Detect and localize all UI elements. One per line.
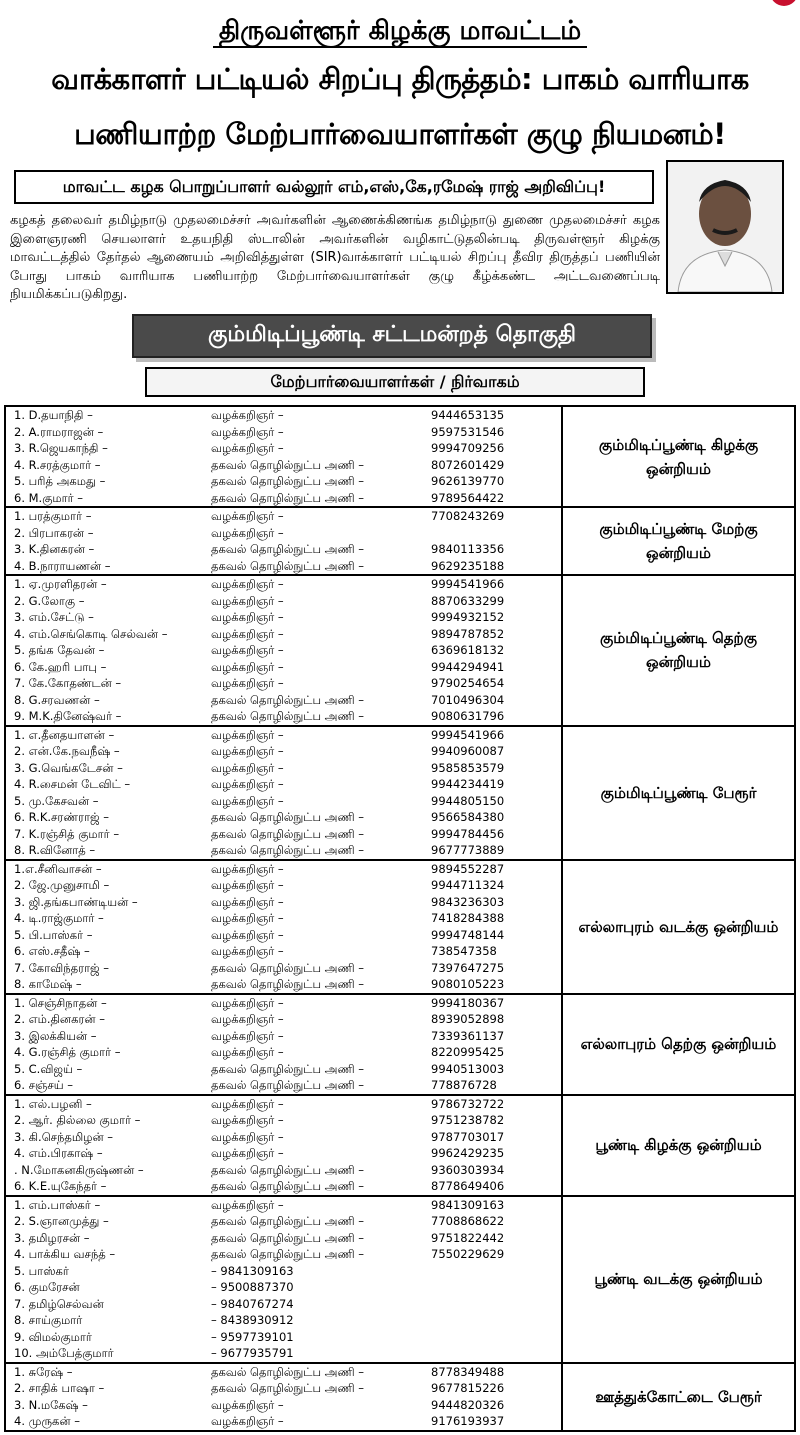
member-role: வழக்கறிஞர் – xyxy=(211,760,284,775)
member-phone: 9944294941 xyxy=(431,659,505,674)
member-role: தகவல் தொழில்நுட்ப அணி – xyxy=(211,960,364,975)
district-title xyxy=(0,16,800,49)
table-row xyxy=(6,743,561,760)
member-phone: 9843236303 xyxy=(431,894,505,909)
table-row xyxy=(6,525,561,542)
member-name: 1. எம்.பாஸ்கர் – xyxy=(14,1197,101,1212)
member-phone: 7708243269 xyxy=(431,509,505,523)
member-role: வழக்கறிஞர் – xyxy=(211,894,284,909)
table-row xyxy=(6,1077,561,1094)
member-name: 4. எம்.பிரகாஷ் – xyxy=(14,1146,103,1160)
member-role: தகவல் தொழில்நுட்ப அணி – xyxy=(211,490,364,505)
member-name: 9. M.K.தினேஷ்வர் – xyxy=(14,709,122,723)
member-phone: – 9840767274 xyxy=(211,1296,294,1311)
member-role: வழக்கறிஞர் – xyxy=(211,1197,284,1212)
member-name: 4. டி.ராஜ்குமார் – xyxy=(14,911,104,925)
table-row xyxy=(6,642,561,659)
member-phone: 738547358 xyxy=(431,944,497,958)
member-name: 1. எ.தீனதயாளன் – xyxy=(14,727,115,742)
table-row xyxy=(6,558,561,575)
member-phone: 9597531546 xyxy=(431,424,505,439)
union-section xyxy=(6,574,794,725)
member-role: தகவல் தொழில்நுட்ப அணி – xyxy=(211,1230,364,1245)
member-phone: 9894552287 xyxy=(431,861,505,876)
member-name: 4. பாக்கிய வசந்த் – xyxy=(14,1247,116,1261)
member-role: தகவல் தொழில்நுட்ப அணி – xyxy=(211,810,364,824)
member-role: தகவல் தொழில்நுட்ப அணி – xyxy=(211,826,364,841)
table-row xyxy=(6,659,561,676)
member-phone: 9751238782 xyxy=(431,1113,505,1127)
table-row xyxy=(6,1145,561,1162)
union-name: எல்லாபுரம் வடக்கு ஒன்றியம் xyxy=(578,917,779,936)
member-role: தகவல் தொழில்நுட்ப அணி – xyxy=(211,1162,364,1177)
member-name: 4. G.ரஞ்சித் குமார் – xyxy=(14,1045,121,1059)
member-rows xyxy=(6,995,563,1094)
union-name: எல்லாபுரம் தெற்கு ஒன்றியம் xyxy=(580,1035,777,1053)
table-row xyxy=(6,1230,561,1247)
member-phone: 9994541966 xyxy=(431,727,505,742)
member-role: வழக்கறிஞர் – xyxy=(211,793,284,808)
member-name: 2. G.லோகு – xyxy=(14,593,85,608)
table-row xyxy=(6,576,561,593)
member-phone: 9789564422 xyxy=(431,490,505,505)
member-phone: 9629235188 xyxy=(431,558,505,573)
union-name: பூண்டி கிழக்கு ஒன்றியம் xyxy=(595,1136,762,1154)
member-name: 6. M.குமார் – xyxy=(14,490,84,505)
member-name: 5. C.விஜய் – xyxy=(14,1061,83,1076)
member-phone: 9841309163 xyxy=(431,1197,505,1212)
table-row xyxy=(6,976,561,993)
member-phone: 9626139770 xyxy=(431,474,505,488)
table-row xyxy=(6,793,561,810)
member-role: வழக்கறிஞர் – xyxy=(211,659,284,674)
member-role: தகவல் தொழில்நுட்ப அணி – xyxy=(211,1214,364,1228)
member-phone: 9585853579 xyxy=(431,760,505,775)
member-name: 6. சஞ்சய் – xyxy=(14,1078,73,1092)
member-phone: 7397647275 xyxy=(431,960,505,975)
member-name: 9. விமல்குமார் xyxy=(14,1329,92,1344)
union-name: கும்மிடிப்பூண்டி மேற்கு ஒன்றியம் xyxy=(599,520,758,562)
table-row xyxy=(6,842,561,859)
member-name: 5. மு.கேசவன் – xyxy=(14,793,99,808)
table-row xyxy=(6,1329,561,1346)
member-name: . N.மோகனகிருஷ்ணன் – xyxy=(14,1162,144,1177)
table-row xyxy=(6,1345,561,1362)
table-row xyxy=(6,1364,561,1381)
table-row xyxy=(6,1096,561,1113)
member-role: வழக்கறிஞர் – xyxy=(211,408,284,422)
member-name: 1. பரத்குமார் – xyxy=(14,509,92,523)
member-role: வழக்கறிஞர் – xyxy=(211,878,284,892)
member-phone: 9944711324 xyxy=(431,878,505,892)
member-name: 3. G.வெங்கடேசன் – xyxy=(14,760,123,775)
table-row xyxy=(6,1178,561,1195)
member-name: 7. K.ரஞ்சித் குமார் – xyxy=(14,826,120,841)
member-role: தகவல் தொழில்நுட்ப அணி – xyxy=(211,709,364,723)
intro-paragraph: கழகத் தலைவர் தமிழ்நாடு முதலமைச்சர் அவர்களின் ஆணைக்கிணங்க தமிழ்நாடு துணை முதலமைச்சர் கழக இளைஞரணி செயலாளர் உதயநிதி ஸ்டாலின் அவர்களின் வழிகாட்டுதலின்படி திருவள்ளூர் கிழக்கு மாவட்டத்தில் தேர்தல் ஆணையம் அறிவித்துள்ள (SIR)வாக்காளர் பட்டியல் சிறப்பு தீவிர திருத்தப் பணியின் போது பாகம் வாரியாக பணியாற்ற மேற்பார்வையாளர்கள் குழு கீழ்க்கண்ட அட்டவணைப்படி நியமிக்கப்படுகிறது. xyxy=(10,213,660,302)
union-name: ஊத்துக்கோட்டை பேரூர் xyxy=(595,1387,762,1406)
table-row xyxy=(6,1312,561,1329)
member-name: 3. இலக்கியன் – xyxy=(14,1028,97,1043)
member-phone: 9080631796 xyxy=(431,709,505,723)
member-role: வழக்கறிஞர் – xyxy=(211,727,284,742)
member-phone: 9994932152 xyxy=(431,610,505,624)
member-phone: 9940513003 xyxy=(431,1061,505,1076)
member-role: வழக்கறிஞர் – xyxy=(211,1028,284,1043)
union-name: கும்மிடிப்பூண்டி பேரூர் xyxy=(600,783,757,802)
member-phone: 8939052898 xyxy=(431,1012,505,1026)
table-row xyxy=(6,877,561,894)
member-role: வழக்கறிஞர் – xyxy=(211,1129,284,1144)
table-row xyxy=(6,776,561,793)
portrait-photo xyxy=(666,160,784,294)
member-phone: – 9500887370 xyxy=(211,1280,294,1294)
table-row xyxy=(6,593,561,610)
union-section xyxy=(6,1195,794,1362)
member-name: 1. D.தயாநிதி – xyxy=(14,408,93,422)
table-row xyxy=(6,1044,561,1061)
member-rows xyxy=(6,508,563,574)
member-phone: 9894787852 xyxy=(431,626,505,641)
member-role: தகவல் தொழில்நுட்ப அணி – xyxy=(211,1364,364,1379)
member-name: 3. தமிழரசன் – xyxy=(14,1230,90,1245)
member-role: தகவல் தொழில்நுட்ப அணி – xyxy=(211,692,364,707)
member-phone: 8220995425 xyxy=(431,1045,505,1059)
member-name: 7. தமிழ்செல்வன் xyxy=(14,1296,104,1311)
member-phone: 6369618132 xyxy=(431,643,505,657)
corner-logo-mark xyxy=(770,0,798,6)
member-phone: – 9677935791 xyxy=(211,1346,294,1360)
union-section xyxy=(6,859,794,993)
member-name: 6. கே.ஹரி பாபு – xyxy=(14,659,107,674)
table-row xyxy=(6,708,561,725)
member-name: 4. எம்.செங்கொடி செல்வன் – xyxy=(14,626,168,641)
member-phone: 9994180367 xyxy=(431,995,505,1010)
member-phone: 9994784456 xyxy=(431,826,505,841)
member-phone: 9751822442 xyxy=(431,1230,505,1245)
member-name: 4. முருகன் – xyxy=(14,1414,80,1428)
union-name: கும்மிடிப்பூண்டி தெற்கு ஒன்றியம் xyxy=(599,629,757,672)
member-phone: 9677773889 xyxy=(431,843,505,857)
table-row xyxy=(6,1162,561,1179)
union-section xyxy=(6,506,794,574)
member-rows xyxy=(6,727,563,859)
table-row xyxy=(6,508,561,525)
table-row xyxy=(6,894,561,911)
member-phone: 8778649406 xyxy=(431,1179,505,1193)
member-role: வழக்கறிஞர் – xyxy=(211,1146,284,1160)
member-role: வழக்கறிஞர் – xyxy=(211,626,284,641)
union-section xyxy=(6,1094,794,1195)
member-role: வழக்கறிஞர் – xyxy=(211,911,284,925)
member-phone: 9360303934 xyxy=(431,1162,505,1177)
table-row xyxy=(6,809,561,826)
member-rows xyxy=(6,1364,563,1430)
member-role: வழக்கறிஞர் – xyxy=(211,1096,284,1111)
member-phone: 9444653135 xyxy=(431,408,505,422)
constituency-banner: கும்மிடிப்பூண்டி சட்டமன்றத் தொகுதி xyxy=(132,314,652,358)
member-phone: 7418284388 xyxy=(431,911,505,925)
member-name: 6. R.K.சரண்ராஜ் – xyxy=(14,810,109,824)
member-rows xyxy=(6,576,563,725)
table-row xyxy=(6,626,561,643)
member-phone: 9444820326 xyxy=(431,1397,505,1412)
table-row xyxy=(6,727,561,744)
union-section xyxy=(6,1362,794,1430)
member-name: 5. பி.பாஸ்கர் – xyxy=(14,927,93,942)
member-name: 8. R.வினோத் – xyxy=(14,843,96,857)
member-phone: 7339361137 xyxy=(431,1028,505,1043)
union-name: பூண்டி வடக்கு ஒன்றியம் xyxy=(594,1270,763,1288)
table-row xyxy=(6,541,561,558)
member-phone: 9566584380 xyxy=(431,810,505,824)
member-role: வழக்கறிஞர் – xyxy=(211,1012,284,1026)
member-role: தகவல் தொழில்நுட்ப அணி – xyxy=(211,1381,364,1395)
member-phone: 9940960087 xyxy=(431,744,505,758)
union-section xyxy=(6,725,794,859)
member-name: 8. G.சரவணன் – xyxy=(14,692,100,707)
table-row xyxy=(6,1380,561,1397)
table-row xyxy=(6,1213,561,1230)
member-role: வழக்கறிஞர் – xyxy=(211,777,284,791)
member-rows xyxy=(6,407,563,506)
member-name: 5. தங்க தேவன் – xyxy=(14,643,105,657)
member-name: 1. எல்.பழனி – xyxy=(14,1096,92,1111)
member-name: 4. R.சைமன் டேவிட் – xyxy=(14,777,131,791)
member-role: வழக்கறிஞர் – xyxy=(211,610,284,624)
member-phone: 9677815226 xyxy=(431,1381,505,1395)
table-row xyxy=(6,943,561,960)
member-role: வழக்கறிஞர் – xyxy=(211,643,284,657)
member-phone: 9944805150 xyxy=(431,793,505,808)
member-role: வழக்கறிஞர் – xyxy=(211,1045,284,1059)
member-role: வழக்கறிஞர் – xyxy=(211,424,284,439)
member-role: வழக்கறிஞர் – xyxy=(211,509,284,523)
member-name: 3. N.மகேஷ் – xyxy=(14,1397,88,1412)
member-phone: 8870633299 xyxy=(431,593,505,608)
member-phone: 9790254654 xyxy=(431,676,505,690)
member-phone: 9962429235 xyxy=(431,1146,505,1160)
member-phone xyxy=(431,525,556,542)
table-row xyxy=(6,609,561,626)
member-role: தகவல் தொழில்நுட்ப அணி – xyxy=(211,542,364,556)
table-row xyxy=(6,927,561,944)
table-row xyxy=(6,1028,561,1045)
union-name: கும்மிடிப்பூண்டி கிழக்கு ஒன்றியம் xyxy=(598,435,759,478)
table-row xyxy=(6,1061,561,1078)
member-name: 2. A.ராமராஜன் – xyxy=(14,424,104,439)
member-name: 8. காமேஷ் – xyxy=(14,977,82,991)
member-name: 5. பரித் அகமது – xyxy=(14,474,106,488)
member-name: 1. செஞ்சிநாதன் – xyxy=(14,995,107,1010)
member-rows xyxy=(6,1096,563,1195)
member-name: 4. B.நாராயணன் – xyxy=(14,558,111,573)
member-role: வழக்கறிஞர் – xyxy=(211,525,284,540)
member-phone: 9994541966 xyxy=(431,577,505,591)
member-name: 8. சாய்குமார் xyxy=(14,1313,83,1327)
table-row xyxy=(6,490,561,507)
member-phone: 9786732722 xyxy=(431,1096,505,1111)
table-row xyxy=(6,1197,561,1214)
table-row xyxy=(6,1296,561,1313)
member-name: 2. சாதிக் பாஷா – xyxy=(14,1381,105,1395)
member-phone: 9994748144 xyxy=(431,927,505,942)
announcement-box: மாவட்ட கழக பொறுப்பாளர் வல்லூர் எம்,எஸ்,கே,ரமேஷ் ராஜ் அறிவிப்பு! xyxy=(14,170,654,204)
member-role: வழக்கறிஞர் – xyxy=(211,676,284,690)
table-row xyxy=(6,995,561,1012)
member-role: தகவல் தொழில்நுட்ப அணி – xyxy=(211,977,364,991)
member-name: 2. S.ஞானமுத்து – xyxy=(14,1214,109,1228)
table-row xyxy=(6,1413,561,1430)
table-row xyxy=(6,960,561,977)
member-role: வழக்கறிஞர் – xyxy=(211,1113,284,1127)
member-name: 10. அம்பேத்குமார் xyxy=(14,1346,114,1360)
member-phone: – 8438930912 xyxy=(211,1313,294,1327)
table-row xyxy=(6,760,561,777)
member-phone: 778876728 xyxy=(431,1078,497,1092)
district-title-text: திருவள்ளூர் கிழக்கு மாவட்டம் xyxy=(213,16,587,48)
member-phone: 9840113356 xyxy=(431,542,505,556)
portrait-illustration xyxy=(668,162,782,292)
table-row xyxy=(6,457,561,474)
member-name: 6. குமரேசன் xyxy=(14,1280,80,1294)
table-row xyxy=(6,1397,561,1414)
member-phone: 9944234419 xyxy=(431,777,505,791)
member-phone: – 9841309163 xyxy=(211,1263,294,1278)
member-role: வழக்கறிஞர் – xyxy=(211,861,284,876)
table-row xyxy=(6,1279,561,1296)
member-role: வழக்கறிஞர் – xyxy=(211,593,284,608)
table-row xyxy=(6,440,561,457)
member-name: 2. எம்.தினகரன் – xyxy=(14,1012,105,1026)
member-phone: 8778349488 xyxy=(431,1364,505,1379)
member-phone: – 9597739101 xyxy=(211,1329,294,1344)
member-name: 1.எ.சீனிவாசன் – xyxy=(14,861,102,876)
headline-line-1: வாக்காளர் பட்டியல் சிறப்பு திருத்தம்: பாகம் வாரியாக xyxy=(51,62,749,96)
table-row xyxy=(6,1112,561,1129)
supervisors-table xyxy=(4,405,796,1432)
member-role: தகவல் தொழில்நுட்ப அணி – xyxy=(211,474,364,488)
table-row xyxy=(6,407,561,424)
member-name: 6. எஸ்.சதீஷ் – xyxy=(14,944,90,958)
table-row xyxy=(6,1129,561,1146)
member-name: 1. சுரேஷ் – xyxy=(14,1364,73,1379)
member-rows xyxy=(6,861,563,993)
table-row xyxy=(6,910,561,927)
member-role: வழக்கறிஞர் – xyxy=(211,1397,284,1412)
member-name: 3. எம்.சேட்டு – xyxy=(14,610,94,624)
table-row xyxy=(6,1246,561,1263)
member-name: 2. ஜே.முனுசாமி – xyxy=(14,878,110,892)
member-name: 6. K.E.யுகேந்தர் – xyxy=(14,1179,107,1193)
member-name: 7. கே.கோதண்டன் – xyxy=(14,676,122,690)
table-row xyxy=(6,826,561,843)
member-name: 2. ஆர். தில்லை குமார் – xyxy=(14,1113,141,1127)
member-name: 3. ஜி.தங்கபாண்டியன் – xyxy=(14,894,138,909)
table-subheading: மேற்பார்வையாளர்கள் / நிர்வாகம் xyxy=(145,367,645,397)
table-row xyxy=(6,473,561,490)
member-role: தகவல் தொழில்நுட்ப அணி – xyxy=(211,457,364,472)
table-row xyxy=(6,1011,561,1028)
member-phone: 8072601429 xyxy=(431,457,505,472)
member-phone: 7550229629 xyxy=(431,1247,505,1261)
member-name: 2. பிரபாகரன் – xyxy=(14,525,94,540)
member-phone: 9994709256 xyxy=(431,441,505,455)
union-section xyxy=(6,993,794,1094)
member-name: 3. கி.செந்தமிழன் – xyxy=(14,1129,114,1144)
member-phone: 7708868622 xyxy=(431,1214,505,1228)
table-row xyxy=(6,692,561,709)
member-phone: 9080105223 xyxy=(431,977,505,991)
member-name: 4. R.சரத்குமார் – xyxy=(14,457,101,472)
member-role: வழக்கறிஞர் – xyxy=(211,944,284,958)
table-row xyxy=(6,424,561,441)
member-role: தகவல் தொழில்நுட்ப அணி – xyxy=(211,843,364,857)
table-row xyxy=(6,1263,561,1280)
table-row xyxy=(6,675,561,692)
member-role: வழக்கறிஞர் – xyxy=(211,441,284,455)
member-rows xyxy=(6,1197,563,1362)
member-name: 2. என்.கே.நவநீஷ் – xyxy=(14,744,120,758)
member-name: 3. K.தினகரன் – xyxy=(14,542,95,556)
member-name: 5. பாஸ்கர் xyxy=(14,1263,69,1278)
member-phone: 7010496304 xyxy=(431,692,505,707)
member-phone: 9176193937 xyxy=(431,1414,505,1428)
member-role: தகவல் தொழில்நுட்ப அணி – xyxy=(211,1078,364,1092)
member-name: 7. கோவிந்தராஜ் – xyxy=(14,960,110,975)
member-role: வழக்கறிஞர் – xyxy=(211,1414,284,1428)
member-role: வழக்கறிஞர் – xyxy=(211,744,284,758)
member-role: தகவல் தொழில்நுட்ப அணி – xyxy=(211,1061,364,1076)
table-row xyxy=(6,861,561,878)
member-role: தகவல் தொழில்நுட்ப அணி – xyxy=(211,1179,364,1193)
member-role: தகவல் தொழில்நுட்ப அணி – xyxy=(211,558,364,573)
member-name: 3. R.ஜெயகாந்தி – xyxy=(14,441,108,455)
member-name: 1. ஏ.முரளிதரன் – xyxy=(14,577,107,591)
member-role: வழக்கறிஞர் – xyxy=(211,577,284,591)
member-role: தகவல் தொழில்நுட்ப அணி – xyxy=(211,1247,364,1261)
union-section xyxy=(6,407,794,506)
member-role: வழக்கறிஞர் – xyxy=(211,927,284,942)
member-role: வழக்கறிஞர் – xyxy=(211,995,284,1010)
member-phone: 9787703017 xyxy=(431,1129,505,1144)
headline-line-2: பணியாற்ற மேற்பார்வையாளர்கள் குழு நியமனம்! xyxy=(74,117,726,151)
